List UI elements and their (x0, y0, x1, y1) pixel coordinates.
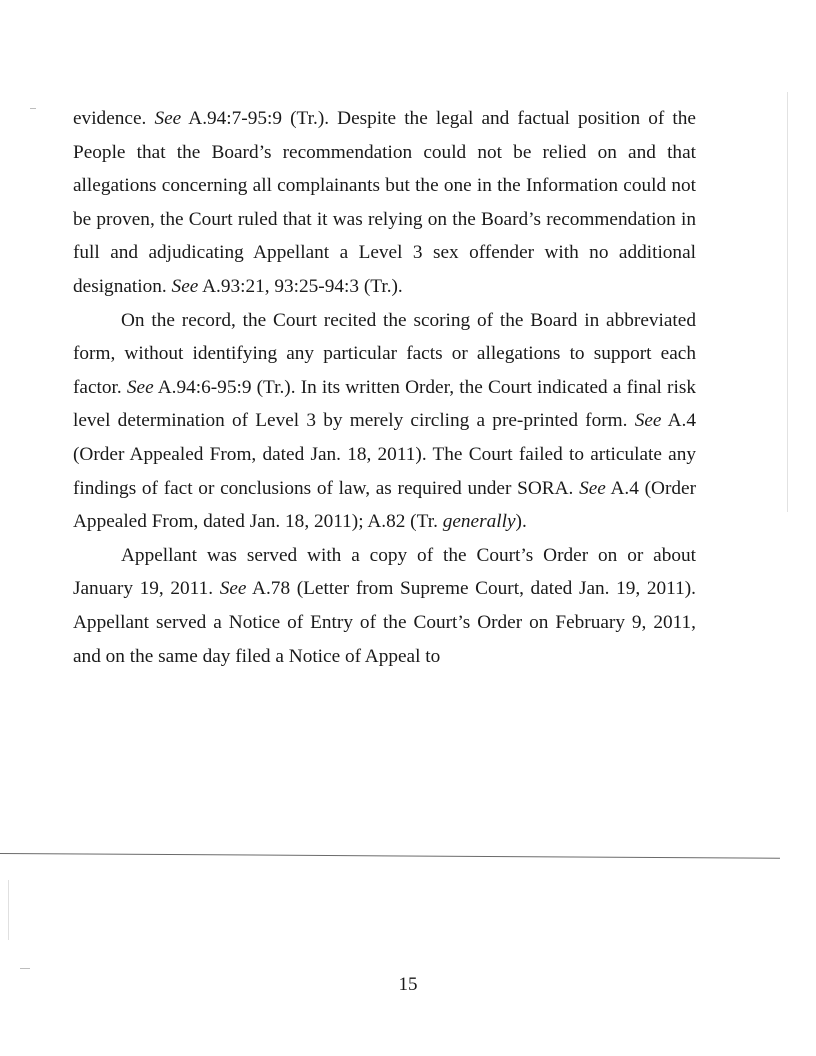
page-number: 15 (398, 974, 418, 995)
scan-artifact-mark (787, 92, 788, 512)
citation-signal: See (154, 108, 182, 129)
text-run: A.93:21, 93:25-94:3 (Tr.). (198, 275, 403, 297)
paragraph-2 (73, 304, 696, 539)
body-text (73, 102, 696, 673)
text-run: A.4 (Order Appealed From, dated Jan. 18, 2011). The Court failed to articulate any findings of fact or conclusions of law, as required under SORA. (73, 410, 696, 499)
scan-artifact-line (0, 853, 780, 859)
scan-artifact-mark (30, 108, 36, 109)
text-run: A.94:7-95:9 (Tr.). Despite the legal and factual position of the People that the Board’s recommendation could not be relied on and that allegations concerning all complainants but the one in the Information could not be proven, the Court ruled that it was relying on the Board’s recommendation in full and adjudicating Appellant a Level 3 sex offender with no additional designation. (73, 108, 696, 297)
citation-signal: See (634, 410, 662, 432)
scan-artifact-mark (8, 880, 9, 940)
text-run: evidence. (73, 108, 155, 129)
citation-signal: See (126, 376, 154, 398)
text-run: Appellant was served with a copy of the Court’s Order on or about January 19, 2011. (73, 544, 696, 600)
text-run: ). (515, 511, 527, 533)
paragraph-3 (73, 539, 696, 673)
text-run: A.4 (Order Appealed From, dated Jan. 18, 2011); A.82 (Tr. (73, 477, 696, 533)
citation-signal: See (171, 275, 199, 297)
citation-signal: See (219, 578, 247, 600)
italic-term: generally (442, 511, 516, 533)
text-run: A.94:6-95:9 (Tr.). In its written Order, the Court indicated a final risk level determination of Level 3 by merely circling a pre-printed form. (73, 376, 696, 432)
text-run: A.78 (Letter from Supreme Court, dated Jan. 19, 2011). Appellant served a Notice of Entry of the Court’s Order on February 9, 2011, and on the same day filed a Notice of Appeal to (73, 578, 696, 667)
citation-signal: See (579, 477, 606, 499)
paragraph-1 (73, 102, 696, 304)
scan-artifact-mark (20, 968, 30, 969)
text-run: On the record, the Court recited the scoring of the Board in abbreviated form, without identifying any particular facts or allegations to support each factor. (73, 309, 696, 398)
